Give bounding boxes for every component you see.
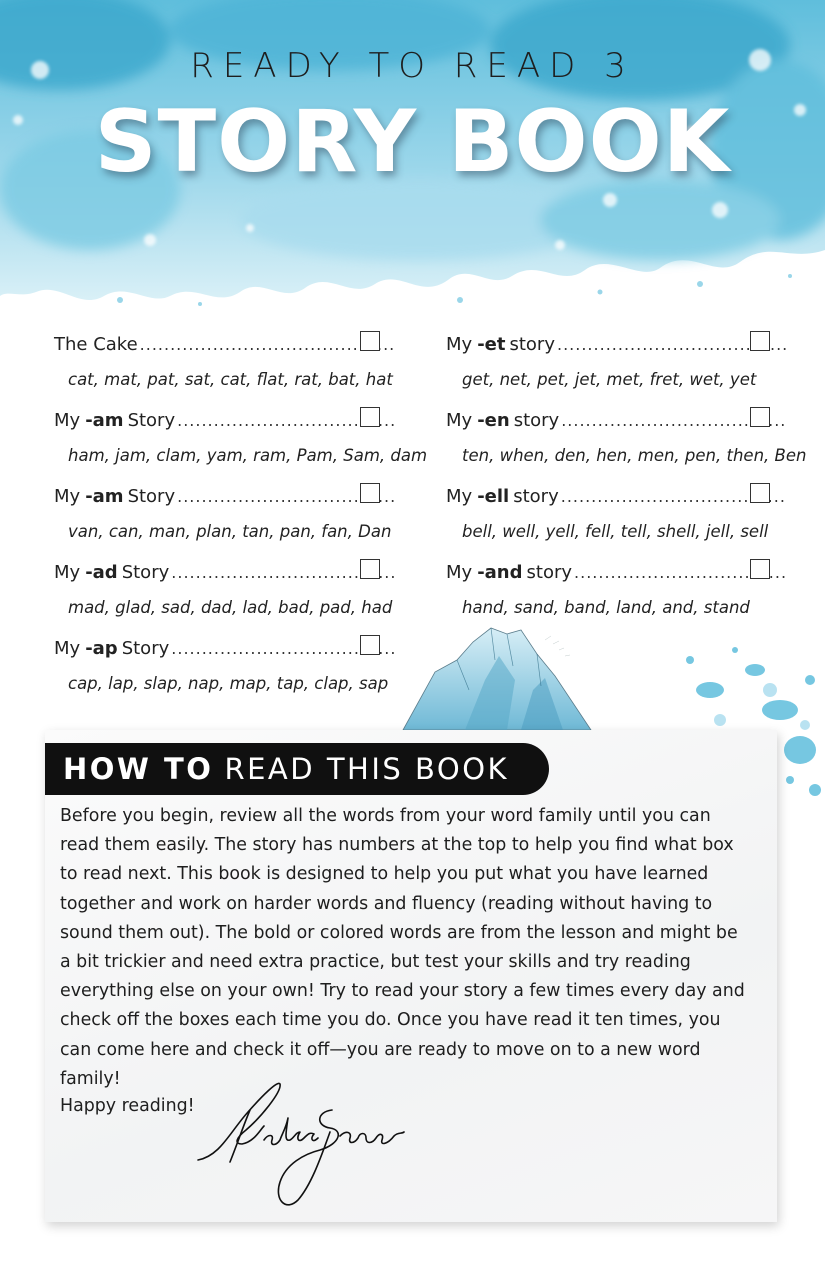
story-checkbox[interactable]	[750, 483, 770, 503]
word-family: -et	[477, 334, 506, 355]
story-title	[446, 334, 786, 355]
story-title	[54, 410, 394, 431]
story-checkbox[interactable]	[360, 635, 380, 655]
story-checkbox[interactable]	[750, 331, 770, 351]
story-title-trail: Story	[127, 486, 176, 507]
story-title-lead: My	[446, 334, 473, 355]
banner-light-text: READ THIS BOOK	[224, 752, 510, 786]
how-to-body: Before you begin, review all the words from your word family until you can read them easily. The story has numbers at the top to help you find what box to read next. This book is designed to help you put what you have learned together and work on harder words and fluency (reading without having to sound them out). The bold or colored words are from the lesson and might be a bit trickier and need extra practice, but test your skills and try reading everything else on your own! Try to read your story a few times every day and check off the boxes each time you do. Once you have read it ten times, you can come here and check it off—you are ready to move on to a new word family!	[60, 806, 745, 1089]
series-title: READY TO READ 3	[190, 46, 635, 86]
story-checkbox[interactable]	[360, 331, 380, 351]
story-title	[54, 562, 394, 583]
story-title-lead: My	[446, 410, 473, 431]
word-list: ten, when, den, hen, men, pen, then, Ben	[462, 446, 807, 465]
story-title-trail: story	[513, 410, 560, 431]
story-checkbox[interactable]	[750, 407, 770, 427]
story-title-lead: My	[54, 486, 81, 507]
story-checkbox[interactable]	[360, 407, 380, 427]
how-to-card	[45, 730, 777, 1222]
story-title-trail: story	[509, 334, 555, 355]
word-family: -and	[477, 562, 523, 583]
word-family: -ad	[85, 562, 118, 583]
story-title-lead: My	[54, 638, 81, 659]
story-title-lead: My	[446, 562, 473, 583]
word-list: mad, glad, sad, dad, lad, bad, pad, had	[68, 598, 393, 617]
story-entry	[446, 406, 807, 482]
story-entry	[446, 482, 786, 558]
story-title-lead: My	[54, 562, 81, 583]
story-title	[446, 410, 786, 431]
story-checkbox[interactable]	[750, 559, 770, 579]
story-entry	[446, 330, 786, 406]
story-checkbox[interactable]	[360, 483, 380, 503]
book-title: STORY BOOK	[94, 92, 731, 192]
banner-bold-text: HOW TO	[63, 752, 214, 786]
word-list: cap, lap, slap, nap, map, tap, clap, sap	[68, 674, 389, 693]
story-title-lead: My	[54, 410, 81, 431]
story-checklist-right	[446, 330, 807, 634]
word-list: van, can, man, plan, tan, pan, fan, Dan	[68, 522, 392, 541]
story-title-trail: story	[526, 562, 573, 583]
word-list: bell, well, yell, fell, tell, shell, jell, sell	[462, 522, 769, 541]
story-title-trail: Story	[127, 410, 176, 431]
story-title	[446, 486, 786, 507]
story-entry	[54, 558, 394, 634]
how-to-banner	[45, 743, 549, 795]
story-title	[54, 638, 394, 659]
word-family: -am	[85, 486, 124, 507]
story-title	[446, 562, 786, 583]
dot-leader	[140, 335, 394, 354]
story-title-trail: Story	[121, 638, 170, 659]
story-entry	[54, 482, 394, 558]
story-checkbox[interactable]	[360, 559, 380, 579]
word-family: -am	[85, 410, 124, 431]
signoff: Happy reading!	[60, 1096, 195, 1116]
word-list: hand, sand, band, land, and, stand	[462, 598, 750, 617]
story-title-trail: story	[513, 486, 559, 507]
story-title-trail: Story	[121, 562, 170, 583]
handwritten-signature	[190, 1072, 410, 1226]
story-title	[54, 334, 394, 355]
story-title-lead: My	[446, 486, 473, 507]
story-entry	[54, 330, 394, 406]
word-list: cat, mat, pat, sat, cat, flat, rat, bat, hat	[68, 370, 393, 389]
story-title-lead: The Cake	[54, 334, 138, 355]
story-checklist-left	[54, 330, 428, 710]
word-family: -en	[477, 410, 510, 431]
story-title	[54, 486, 394, 507]
iceberg-illustration	[395, 620, 615, 739]
word-list: get, net, pet, jet, met, fret, wet, yet	[462, 370, 757, 389]
story-entry	[54, 634, 394, 710]
story-entry	[54, 406, 428, 482]
word-family: -ell	[477, 486, 510, 507]
word-list: ham, jam, clam, yam, ram, Pam, Sam, dam	[68, 446, 428, 465]
word-family: -ap	[85, 638, 118, 659]
